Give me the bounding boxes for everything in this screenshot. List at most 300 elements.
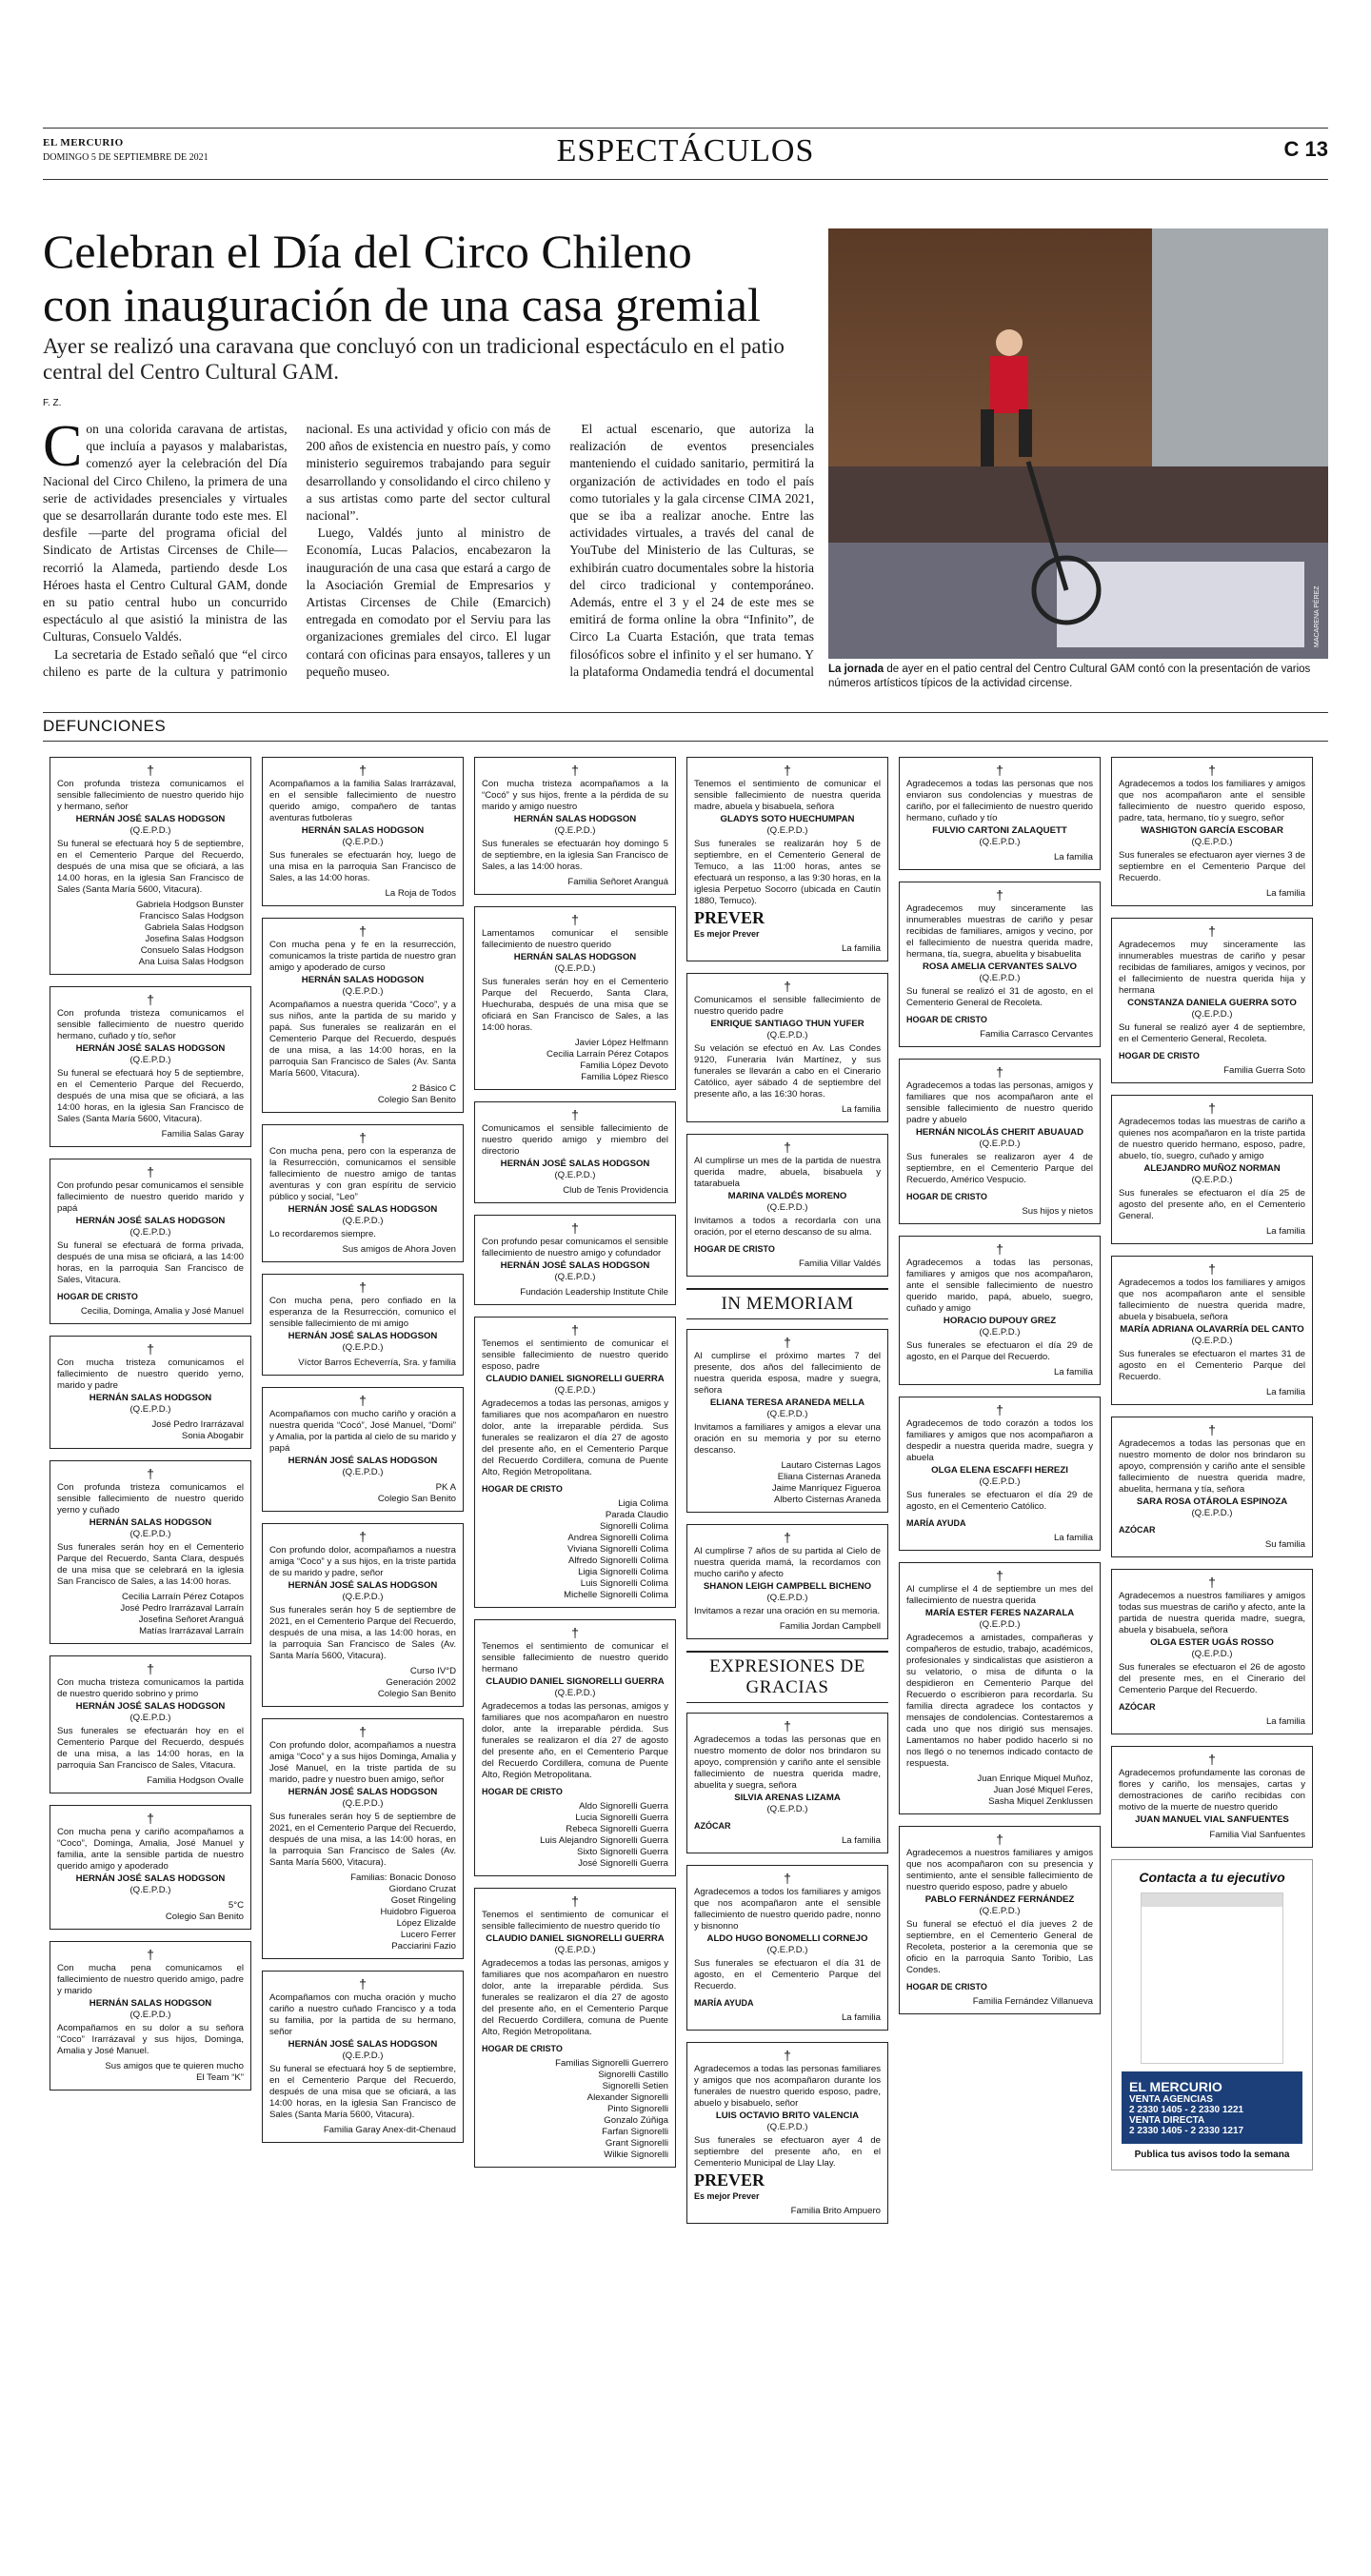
cross-icon: † bbox=[147, 1661, 154, 1676]
notice-intro: Con mucha pena, pero con la esperanza de la Resurrección, comunicamos el sensible fallecimiento de nuestro amigo de tantas aventuras y con gran espíritu de servicio público y social, “Leo” bbox=[269, 1146, 456, 1202]
cross-icon: † bbox=[1208, 1752, 1216, 1767]
notice-signature: La familia bbox=[841, 2012, 881, 2023]
masthead-rule bbox=[43, 179, 1328, 180]
notice-body: Sus funerales se realizarán hoy 5 de septiembre, en el Cementerio General de Temuco, a las 11:00 horas, antes se efectuará un responso, a las 9:30 horas, en la iglesia Perpetuo Socorro (ubicada en Cautín 1880, Temuco). bbox=[694, 839, 881, 906]
deceased-name: SILVIA ARENAS LIZAMA bbox=[734, 1793, 841, 1803]
cross-icon: † bbox=[147, 1947, 154, 1962]
obituaries-rule bbox=[43, 712, 1328, 713]
obituary-notice bbox=[50, 1460, 251, 1644]
sponsor-logo: MARÍA AYUDA bbox=[694, 1998, 754, 2008]
qepd-label: (Q.E.P.D.) bbox=[979, 973, 1021, 983]
notice-body: Sus funerales serán hoy en el Cementerio Parque del Recuerdo, Santa Clara, después de una misa que se celebrará en la iglesia San Francisco de Sales, a las 14:00 horas. bbox=[57, 1542, 244, 1587]
cross-icon: † bbox=[1208, 1261, 1216, 1277]
sponsor-logo-tagline: Es mejor Prever bbox=[694, 929, 760, 939]
headline-line-1: Celebran el Día del Circo Chileno bbox=[43, 225, 692, 278]
obituary-notice bbox=[474, 1317, 676, 1608]
notice-signature: La familia bbox=[841, 1835, 881, 1846]
obituary-notice bbox=[50, 1655, 251, 1793]
notice-intro: Tenemos el sentimiento de comunicar el sensible fallecimiento de nuestra querida madre, abuela y bisabuela, señora bbox=[694, 779, 881, 812]
notice-signature: Familia Brito Ampuero bbox=[790, 2206, 881, 2216]
promo-footer: Publica tus avisos todo la semana bbox=[1134, 2150, 1290, 2160]
qepd-label: (Q.E.P.D.) bbox=[979, 1476, 1021, 1487]
deceased-name: CLAUDIO DANIEL SIGNORELLI GUERRA bbox=[486, 1374, 665, 1384]
deceased-name: HERNÁN JOSÉ SALAS HODGSON bbox=[75, 1043, 226, 1054]
obituary-notice bbox=[50, 1941, 251, 2091]
deceased-name: WASHIGTON GARCÍA ESCOBAR bbox=[1141, 825, 1283, 836]
sponsor-logo-tagline: Es mejor Prever bbox=[694, 2191, 760, 2201]
qepd-label: (Q.E.P.D.) bbox=[554, 1945, 596, 1955]
obituary-column-3 bbox=[474, 757, 676, 2179]
notice-intro: Agradecemos muy sinceramente las innumerables muestras de cariño y pesar recibidas de familiares, amigos y vecinos, por el fallecimiento de nuestra querida hija y hermana bbox=[1119, 940, 1305, 996]
cross-icon: † bbox=[147, 1466, 154, 1481]
notice-body: Acompañamos a nuestra querida “Coco”, y a sus niños, ante la partida de su marido y papá. Sus funerales se realizarán en el Cementerio Parque del Recuerdo, después de una misa, a las 14:00 horas, en la parroquia San Francisco de Sales (Av. Santa María 5600, Vitacura). bbox=[269, 1000, 456, 1079]
notice-intro: Con mucha pena, pero confiado en la esperanza de la Resurrección, comunico el sensible fallecimiento de mi amigo bbox=[269, 1296, 456, 1329]
obituary-notice bbox=[1111, 1095, 1313, 1244]
notice-intro: Agradecemos a todas las personas que en nuestro momento de dolor nos brindaron su apoyo, comprensión y cariño ante el sensible fallecimiento de nuestra querida madre, abuelita, hermana y tía, señora bbox=[1119, 1438, 1305, 1495]
venta-agencias-phone: 2 2330 1405 - 2 2330 1221 bbox=[1129, 2105, 1244, 2115]
cross-icon: † bbox=[571, 912, 579, 927]
newspaper-thumbnail bbox=[1141, 1892, 1283, 2064]
notice-intro: Con mucha tristeza comunicamos el fallecimiento de nuestro querido yerno, marido y padre bbox=[57, 1357, 244, 1391]
cross-icon: † bbox=[359, 1529, 367, 1544]
gracias-title: EXPRESIONES DE GRACIAS bbox=[686, 1651, 888, 1703]
cross-icon: † bbox=[359, 1393, 367, 1408]
notice-signature: Ligia Colima Parada Claudio Signorelli Colima Andrea Signorelli Colima Viviana Signorelli Colima Alfredo Signorelli Colima Ligia Signorelli Colima Luis Signorelli Colima Michelle Signorelli Colima bbox=[564, 1498, 668, 1600]
obituary-notice bbox=[686, 757, 888, 961]
notice-intro: Acompañamos con mucha oración y mucho cariño a nuestro cuñado Francisco y a toda su familia, por la partida de su hermano, señor bbox=[269, 1992, 456, 2037]
notice-signature: Familia Hodgson Ovalle bbox=[147, 1775, 244, 1786]
notice-intro: Al cumplirse 7 años de su partida al Cielo de nuestra querida mamá, la recordamos con mucho cariño y afecto bbox=[694, 1546, 881, 1579]
photo-credit: MACARENA PÉREZ bbox=[1314, 585, 1321, 647]
qepd-label: (Q.E.P.D.) bbox=[129, 1055, 171, 1065]
cross-icon: † bbox=[996, 1568, 1003, 1583]
obituary-notice bbox=[474, 906, 676, 1090]
qepd-label: (Q.E.P.D.) bbox=[342, 1798, 384, 1809]
qepd-label: (Q.E.P.D.) bbox=[766, 1030, 808, 1040]
sponsor-logo: MARÍA AYUDA bbox=[906, 1518, 966, 1528]
cross-icon: † bbox=[359, 763, 367, 778]
cross-icon: † bbox=[996, 1402, 1003, 1417]
qepd-label: (Q.E.P.D.) bbox=[342, 1592, 384, 1602]
cross-icon: † bbox=[147, 1164, 154, 1179]
obituary-notice bbox=[686, 2042, 888, 2224]
notice-body: Sus funerales serán hoy 5 de septiembre de 2021, en el Cementerio Parque del Recuerdo, después de una misa, a las 14:00 horas, en la parroquia San Francisco de Sales (Av. Santa María 5600, Vitacura). bbox=[269, 1812, 456, 1868]
notice-signature: Cecilia, Dominga, Amalia y José Manuel bbox=[80, 1306, 244, 1317]
sponsor-logo: HOGAR DE CRISTO bbox=[906, 1192, 987, 1201]
obituary-notice bbox=[50, 1159, 251, 1324]
deceased-name: FULVIO CARTONI ZALAQUETT bbox=[932, 825, 1067, 836]
venta-agencias-label: VENTA AGENCIAS bbox=[1129, 2094, 1213, 2105]
cross-icon: † bbox=[359, 1976, 367, 1991]
obituary-notice bbox=[474, 1619, 676, 1876]
qepd-label: (Q.E.P.D.) bbox=[342, 837, 384, 847]
deceased-name: LUIS OCTAVIO BRITO VALENCIA bbox=[715, 2110, 860, 2121]
notice-body: Agradecemos a todas las personas, amigos y familiares que nos acompañaron en nuestro dolor, ante la irreparable pérdida. Sus funerales se realizaron el día 27 de agosto del presente año, en el Cementerio Parque del Recuerdo Cordillera, comuna de Puente Alto, Región Metropolitana. bbox=[482, 1701, 668, 1780]
notice-intro: Acompañamos a la familia Salas Irarrázaval, en el sensible fallecimiento de nuestro querido amigo, compañero de tantas aventuras futboleras bbox=[269, 779, 456, 823]
qepd-label: (Q.E.P.D.) bbox=[554, 1688, 596, 1698]
deceased-name: ENRIQUE SANTIAGO THUN YUFER bbox=[710, 1019, 864, 1029]
notice-intro: Comunicamos el sensible fallecimiento de nuestro querido padre bbox=[694, 995, 881, 1017]
cross-icon: † bbox=[359, 1130, 367, 1145]
obituary-notice bbox=[899, 757, 1101, 870]
notice-body: Sus funerales se realizaron ayer 4 de septiembre, en el Cementerio Parque del Recuerdo, Américo Vespucio. bbox=[906, 1152, 1093, 1185]
article-body bbox=[43, 414, 814, 687]
notice-body: Invitamos a rezar una oración en su memoria. bbox=[694, 1606, 881, 1616]
sponsor-logo: HOGAR DE CRISTO bbox=[57, 1292, 138, 1301]
deceased-name: GLADYS SOTO HUECHUMPAN bbox=[720, 814, 855, 824]
obituary-notice bbox=[1111, 1256, 1313, 1405]
deceased-name: HERNÁN SALAS HODGSON bbox=[301, 975, 425, 985]
article-paragraph: El actual escenario, que autoriza la realización de eventos presenciales manteniendo el cuidado sanitario, permitirá la organización de actividades en todo el país como tutoriales y la gala circense CIMA 2021, que se iba a realizar anoche. Entre las actividades virtuales, a través del canal de YouTube del Ministerio de las Culturas, se exhibirán cuatro documentales sobre la historia del circo tradicional y contemporáneo. Además, entre el 3 y el 24 de este mes se emitirá de forma online la obra “Infinito”, de Circo La Cuarta Estación, que trata temas filosóficos sobre el infinito y el ser humano. Y la plataforma Ondamedia tendrá el documental bbox=[569, 422, 814, 679]
deceased-name: ALDO HUGO BONOMELLI CORNEJO bbox=[706, 1933, 868, 1944]
qepd-label: (Q.E.P.D.) bbox=[1191, 837, 1233, 847]
cross-icon: † bbox=[1208, 1575, 1216, 1590]
obituaries-title: DEFUNCIONES bbox=[43, 717, 167, 735]
notice-body: Su funeral se efectuará hoy 5 de septiembre, en el Cementerio Parque del Recuerdo, después de una misa que se oficiará, a las 14:00 horas, en la iglesia San Francisco de Sales (Santa María 5600, Vitacura). bbox=[269, 2064, 456, 2120]
notice-body: Su funeral se realizó el 31 de agosto, en el Cementerio General de Recoleta. bbox=[906, 986, 1093, 1008]
cross-icon: † bbox=[359, 1279, 367, 1295]
notice-body: Su funeral se efectuará hoy 5 de septiembre, en el Cementerio Parque del Recuerdo, después de una misa que se oficiará, a las 14.00 horas, en la iglesia San Francisco de Sales (Santa María 5600, Vitacura). bbox=[57, 839, 244, 895]
obituary-column-4 bbox=[686, 757, 888, 2235]
obituary-column-6 bbox=[1111, 757, 1313, 2170]
notice-intro: Agradecemos a todas las personas, amigos y familiares que nos acompañaron ante el sensible fallecimiento de nuestro querido padre y abuelo bbox=[906, 1080, 1093, 1125]
notice-signature: La familia bbox=[1053, 1533, 1093, 1543]
notice-intro: Lamentamos comunicar el sensible fallecimiento de nuestro querido bbox=[482, 928, 668, 950]
qepd-label: (Q.E.P.D.) bbox=[979, 1139, 1021, 1149]
cross-icon: † bbox=[784, 2048, 791, 2063]
notice-intro: Con profundo pesar comunicamos el sensible fallecimiento de nuestro amigo y cofundador bbox=[482, 1237, 668, 1258]
notice-intro: Agradecemos a todos los familiares y amigos que nos acompañaron ante el sensible fallecimiento de nuestro querido padre, nonno y bisnonno bbox=[694, 1887, 881, 1932]
obituary-notice bbox=[474, 757, 676, 895]
notice-body: Su funeral se efectuó el día jueves 2 de septiembre, en el Cementerio General de Recoleta, posterior a la ceremonia que se oficio en la parroquia Santo Toribio, Las Condes. bbox=[906, 1919, 1093, 1975]
venta-directa-phone: 2 2330 1405 - 2 2330 1217 bbox=[1129, 2126, 1244, 2136]
cross-icon: † bbox=[1208, 1100, 1216, 1116]
notice-intro: Tenemos el sentimiento de comunicar el sensible fallecimiento de nuestro querido tío bbox=[482, 1910, 668, 1932]
cross-icon: † bbox=[784, 1718, 791, 1734]
cross-icon: † bbox=[996, 1832, 1003, 1847]
notice-signature: Sus amigos que te quieren mucho El Team “K” bbox=[105, 2061, 244, 2083]
obituary-notice bbox=[686, 973, 888, 1122]
notice-intro: Agradecemos todas las muestras de cariño a quienes nos acompañaron en la triste partida de nuestro querido hermano, esposo, padre, abuelo, tío, suegro, cuñado y amigo bbox=[1119, 1117, 1305, 1161]
deceased-name: MARINA VALDÉS MORENO bbox=[727, 1191, 847, 1201]
qepd-label: (Q.E.P.D.) bbox=[766, 1409, 808, 1419]
notice-body: Sus funerales serán hoy en el Cementerio Parque del Recuerdo, Santa Clara, Huechuraba, después de una misa que se oficiará en San Francisco de Sales, a las 14:00 horas. bbox=[482, 977, 668, 1033]
notice-signature: Gabriela Hodgson Bunster Francisco Salas Hodgson Gabriela Salas Hodgson Josefina Salas Hodgson Consuelo Salas Hodgson Ana Luisa Salas Hodgson bbox=[135, 900, 244, 967]
deceased-name: HERNÁN SALAS HODGSON bbox=[513, 952, 637, 962]
qepd-label: (Q.E.P.D.) bbox=[979, 837, 1021, 847]
headline bbox=[43, 225, 814, 331]
notice-intro: Con mucha pena comunicamos el fallecimiento de nuestro querido amigo, padre y marido bbox=[57, 1963, 244, 1996]
obituaries-title-rule bbox=[43, 741, 1328, 742]
headline-line-2: con inauguración de una casa gremial bbox=[43, 278, 761, 331]
obituary-notice bbox=[686, 1865, 888, 2031]
deceased-name: HERNÁN SALAS HODGSON bbox=[89, 1393, 212, 1403]
qepd-label: (Q.E.P.D.) bbox=[554, 1170, 596, 1180]
sponsor-logo: HOGAR DE CRISTO bbox=[482, 2044, 563, 2053]
obituary-notice bbox=[686, 1713, 888, 1853]
deceased-name: HERNÁN JOSÉ SALAS HODGSON bbox=[75, 1701, 226, 1712]
obituary-notice bbox=[899, 1397, 1101, 1551]
notice-body: Sus funerales se efectuaron el día 29 de agosto, en el Cementerio Católico. bbox=[906, 1490, 1093, 1512]
notice-intro: Con profundo dolor, acompañamos a nuestra amiga “Coco” y a sus hijos, en la triste partida de su marido y padre, señor bbox=[269, 1545, 456, 1578]
notice-intro: Agradecemos a nuestros familiares y amigos todas sus muestras de cariño y afecto, ante la partida de nuestra querida madre, suegra, abuela y bisabuela, señora bbox=[1119, 1591, 1305, 1635]
notice-body: Su funeral se realizó ayer 4 de septiembre, en el Cementerio General, Recoleta. bbox=[1119, 1022, 1305, 1044]
obituary-notice bbox=[50, 986, 251, 1147]
notice-body: Acompañamos en su dolor a su señora “Coco” Irarrázaval y sus hijos, Dominga, Amalia y José Manuel. bbox=[57, 2023, 244, 2056]
cross-icon: † bbox=[359, 923, 367, 939]
cross-icon: † bbox=[784, 1139, 791, 1155]
notice-signature: La familia bbox=[1265, 888, 1305, 899]
qepd-label: (Q.E.P.D.) bbox=[1191, 1508, 1233, 1518]
obituary-notice bbox=[262, 1387, 464, 1512]
article-paragraph: La secretaria de Estado señaló que “el circo chileno es parte de la cultura y patrimonio nacional. Es una actividad y oficio con más de 200 años de existencia en nuestro país, y como ministerio seguiremos trabajando para seguir desarrollando y consolidando el circo chileno y a sus artistas como parte del sector cultural nacional”. bbox=[43, 422, 551, 679]
cross-icon: † bbox=[147, 1811, 154, 1826]
cross-icon: † bbox=[1208, 763, 1216, 778]
notice-body: Agradecemos a todas las personas, amigos y familiares que nos acompañaron en nuestro dolor, ante la irreparable pérdida. Sus funerales se realizaron el día 27 de agosto del presente año, en el Cementerio Parque del Recuerdo Cordillera, comuna de Puente Alto, Región Metropolitana. bbox=[482, 1958, 668, 2037]
obituary-notice bbox=[262, 1718, 464, 1959]
obituary-notice bbox=[50, 1805, 251, 1930]
obituary-notice bbox=[262, 1971, 464, 2143]
notice-body: Sus funerales se efectuaron el día 31 de agosto, en el Cementerio Parque del Recuerdo. bbox=[694, 1958, 881, 1991]
notice-signature: Familia Guerra Soto bbox=[1223, 1065, 1305, 1076]
deceased-name: ROSA AMELIA CERVANTES SALVO bbox=[922, 961, 1078, 972]
obituary-notice bbox=[1111, 1417, 1313, 1557]
notice-signature: Su familia bbox=[1264, 1539, 1305, 1550]
cross-icon: † bbox=[784, 1530, 791, 1545]
notice-body: Su funeral se efectuará de forma privada, después de una misa se oficiará, a las 14:00 horas, en la parroquia San Francisco de Sales, Vitacura. bbox=[57, 1240, 244, 1285]
obituary-notice bbox=[686, 1524, 888, 1639]
cross-icon: † bbox=[147, 763, 154, 778]
notice-signature: La familia bbox=[841, 1104, 881, 1115]
byline: F. Z. bbox=[43, 398, 62, 408]
qepd-label: (Q.E.P.D.) bbox=[129, 1529, 171, 1539]
obituary-notice bbox=[474, 1888, 676, 2168]
notice-signature: Cecilia Larraín Pérez Cotapos José Pedro Irarrázaval Larraín Josefina Señoret Aranguá Matías Irarrázaval Larraín bbox=[120, 1592, 244, 1636]
notice-body: Agradecemos a todas las personas, amigos y familiares que nos acompañaron en nuestro dolor, ante la irreparable pérdida. Sus funerales se realizaron el día 27 de agosto del presente año, en el Cementerio Parque del Recuerdo Cordillera, comuna de Puente Alto, Región Metropolitana. bbox=[482, 1398, 668, 1477]
qepd-label: (Q.E.P.D.) bbox=[979, 1327, 1021, 1338]
deceased-name: HORACIO DUPOUY GREZ bbox=[943, 1316, 1057, 1326]
qepd-label: (Q.E.P.D.) bbox=[129, 825, 171, 836]
venta-directa-label: VENTA DIRECTA bbox=[1129, 2115, 1205, 2126]
qepd-label: (Q.E.P.D.) bbox=[129, 1713, 171, 1723]
sponsor-logo: HOGAR DE CRISTO bbox=[482, 1787, 563, 1796]
qepd-label: (Q.E.P.D.) bbox=[554, 1272, 596, 1282]
drop-cap: C bbox=[43, 414, 83, 479]
notice-intro: Acompañamos con mucho cariño y oración a nuestra querida “Cocó”, José Manuel, “Domi” y Amalia, por la partida al cielo de su marido y papá bbox=[269, 1409, 456, 1454]
deceased-name: HERNÁN JOSÉ SALAS HODGSON bbox=[75, 1216, 226, 1226]
deceased-name: HERNÁN JOSÉ SALAS HODGSON bbox=[500, 1159, 650, 1169]
notice-signature: La familia bbox=[1053, 1367, 1093, 1377]
notice-body: Sus funerales se efectuaron ayer 4 de septiembre del presente año, en el Cementerio Municipal de Llay Llay. bbox=[694, 2135, 881, 2169]
photo-caption bbox=[828, 663, 1328, 691]
notice-signature: La familia bbox=[1265, 1387, 1305, 1397]
deceased-name: SHANON LEIGH CAMPBELL BICHENO bbox=[703, 1581, 872, 1592]
masthead bbox=[43, 133, 1328, 179]
notice-body: Su funeral se efectuará hoy 5 de septiembre, en el Cementerio Parque del Recuerdo, después de una misa que se oficiará, a las 14:00 horas, en la iglesia San Francisco de Sales (Santa María 5600, Vitacura). bbox=[57, 1068, 244, 1124]
qepd-label: (Q.E.P.D.) bbox=[1191, 1175, 1233, 1185]
notice-signature: Familia Jordan Campbell bbox=[779, 1621, 881, 1632]
deceased-name: HERNÁN JOSÉ SALAS HODGSON bbox=[288, 1331, 438, 1341]
sponsor-logo: AZÓCAR bbox=[1119, 1525, 1156, 1535]
obituary-notice bbox=[262, 1124, 464, 1262]
qepd-label: (Q.E.P.D.) bbox=[129, 1885, 171, 1895]
cross-icon: † bbox=[996, 887, 1003, 902]
obituary-notice bbox=[262, 757, 464, 906]
qepd-label: (Q.E.P.D.) bbox=[554, 825, 596, 836]
notice-intro: Con profunda tristeza comunicamos el sensible fallecimiento de nuestro querido hijo y hermano, señor bbox=[57, 779, 244, 812]
obituary-notice bbox=[1111, 1746, 1313, 1848]
notice-signature: 2 Básico C Colegio San Benito bbox=[377, 1083, 456, 1105]
sponsor-logo: PREVER bbox=[694, 908, 765, 927]
notice-signature: Familia Garay Anex-dit-Chenaud bbox=[323, 2125, 456, 2135]
obituary-notice bbox=[686, 1134, 888, 1277]
sponsor-logo: HOGAR DE CRISTO bbox=[1119, 1051, 1200, 1060]
ad-promo bbox=[1111, 1859, 1313, 2170]
subhead: Ayer se realizó una caravana que concluyó con un tradicional espectáculo en el patio central del Centro Cultural GAM. bbox=[43, 334, 785, 384]
qepd-label: (Q.E.P.D.) bbox=[766, 1945, 808, 1955]
cross-icon: † bbox=[1208, 1422, 1216, 1437]
notice-signature: José Pedro Irarrázaval Sonia Abogabir bbox=[151, 1419, 244, 1441]
notice-signature: Club de Tenis Providencia bbox=[563, 1185, 668, 1196]
circus-photo-illustration bbox=[828, 228, 1328, 659]
qepd-label: (Q.E.P.D.) bbox=[342, 2051, 384, 2061]
notice-signature: La familia bbox=[1265, 1716, 1305, 1727]
article-paragraph: Con una colorida caravana de artistas, que incluía a payasos y malabaristas, comenzó ayer la celebración del Día Nacional del Circo Chileno, la primera de una serie de actividades presenciales y virtuales que se desarrollarán durante todo este mes. El desfile —parte del programa oficial del Sindicato de Artistas Circenses de Chile— recorrió la Alameda, partiendo desde Los Héroes hasta el Centro Cultural GAM, donde en su patio central hubo un concurrido espectáculo al que asistió la ministra de las Culturas, Consuelo Valdés. bbox=[43, 414, 288, 644]
qepd-label: (Q.E.P.D.) bbox=[342, 986, 384, 997]
notice-body: Sus funerales se efectuaron ayer viernes 3 de septiembre en el Cementerio Parque del Recuerdo. bbox=[1119, 850, 1305, 883]
notice-intro: Tenemos el sentimiento de comunicar el sensible fallecimiento de nuestro querido esposo, padre bbox=[482, 1338, 668, 1372]
notice-signature: Curso IV°D Generación 2002 Colegio San Benito bbox=[377, 1666, 456, 1699]
obituary-notice bbox=[1111, 757, 1313, 906]
notice-body: Invitamos a todos a recordarla con una oración, por el eterno descanso de su alma. bbox=[694, 1216, 881, 1238]
notice-body: Sus funerales se efectuaron el martes 31 de agosto en el Cementerio Parque del Recuerdo. bbox=[1119, 1349, 1305, 1382]
notice-intro: Agradecemos a todos los familiares y amigos que nos acompañaron ante el sensible fallecimiento de nuestro querido esposo, padre, tata, hermano, tío y suegro, señor bbox=[1119, 779, 1305, 823]
deceased-name: OLGA ELENA ESCAFFI HEREZI bbox=[931, 1465, 1068, 1476]
obituary-notice bbox=[899, 1059, 1101, 1224]
notice-signature: Familias Signorelli Guerrero Signorelli Castillo Signorelli Setien Alexander Signorelli Pinto Signorelli Gonzalo Zúñiga Farfan Signorelli Grant Signorelli Wilkie Signorelli bbox=[555, 2058, 668, 2160]
notice-body: Sus funerales serán hoy 5 de septiembre de 2021, en el Cementerio Parque del Recuerdo, después de una misa, a las 14:00 horas, en la parroquia San Francisco de Sales (Av. Santa María 5600, Vitacura). bbox=[269, 1605, 456, 1661]
cross-icon: † bbox=[784, 979, 791, 994]
notice-signature: PK A Colegio San Benito bbox=[377, 1482, 456, 1504]
cross-icon: † bbox=[571, 1220, 579, 1236]
obituary-notice bbox=[262, 1274, 464, 1376]
deceased-name: ELIANA TERESA ARANEDA MELLA bbox=[709, 1397, 865, 1408]
notice-signature: La familia bbox=[841, 943, 881, 954]
qepd-label: (Q.E.P.D.) bbox=[1191, 1336, 1233, 1346]
qepd-label: (Q.E.P.D.) bbox=[979, 1619, 1021, 1630]
paper-name: EL MERCURIO bbox=[43, 137, 124, 149]
obituary-column-5 bbox=[899, 757, 1101, 2026]
notice-intro: Agradecemos muy sinceramente las innumerables muestras de cariño y pesar recibidas de familiares, amigos y vecino, por el fallecimiento de nuestra querida madre, hermana, tía, suegra, abuelita y bisabuelita bbox=[906, 903, 1093, 960]
qepd-label: (Q.E.P.D.) bbox=[766, 1593, 808, 1603]
cross-icon: † bbox=[784, 1335, 791, 1350]
page-number: C 13 bbox=[1283, 137, 1328, 161]
qepd-label: (Q.E.P.D.) bbox=[979, 1906, 1021, 1916]
notice-signature: Familias: Bonacic Donoso Giordano Cruzat Goset Ringeling Huidobro Figueroa López Elizalde Lucero Ferrer Pacciarini Fazio bbox=[350, 1873, 456, 1952]
obituary-notice bbox=[899, 1562, 1101, 1814]
notice-body: Invitamos a familiares y amigos a elevar una oración en su memoria y por su eterno descanso. bbox=[694, 1422, 881, 1456]
cross-icon: † bbox=[147, 1341, 154, 1357]
notice-signature: La Roja de Todos bbox=[385, 888, 456, 899]
deceased-name: HERNÁN SALAS HODGSON bbox=[513, 814, 637, 824]
obituary-notice bbox=[262, 918, 464, 1113]
section-title: ESPECTÁCULOS bbox=[556, 133, 815, 168]
obituary-notice bbox=[899, 1236, 1101, 1385]
promo-contact-box bbox=[1122, 2071, 1302, 2144]
notice-signature: Sus hijos y nietos bbox=[1022, 1206, 1093, 1217]
notice-intro: Agradecemos a todos los familiares y amigos que nos acompañaron ante el sensible fallecimiento de nuestra querida madre, abuela y bisabuela, señora bbox=[1119, 1278, 1305, 1322]
notice-intro: Con mucha tristeza comunicamos la partida de nuestro querido sobrino y primo bbox=[57, 1677, 244, 1699]
notice-intro: Agradecemos profundamente las coronas de flores y cariño, los mensajes, cartas y demostraciones de cariño recibidas con motivo de la muerte de nuestro querido bbox=[1119, 1768, 1305, 1813]
notice-signature: Lautaro Cisternas Lagos Eliana Cisternas Araneda Jaime Manríquez Figueroa Alberto Cisternas Araneda bbox=[771, 1460, 881, 1505]
promo-title: Contacta a tu ejecutivo bbox=[1139, 1870, 1285, 1885]
deceased-name: HERNÁN JOSÉ SALAS HODGSON bbox=[500, 1260, 650, 1271]
cross-icon: † bbox=[147, 992, 154, 1007]
cross-icon: † bbox=[996, 1064, 1003, 1080]
obituary-notice bbox=[686, 1329, 888, 1513]
deceased-name: HERNÁN JOSÉ SALAS HODGSON bbox=[288, 1456, 438, 1466]
notice-intro: Con profunda tristeza comunicamos el sensible fallecimiento de nuestro querido hermano, cuñado y tío, señor bbox=[57, 1008, 244, 1041]
sponsor-logo: AZÓCAR bbox=[1119, 1702, 1156, 1712]
cross-icon: † bbox=[784, 763, 791, 778]
deceased-name: HERNÁN SALAS HODGSON bbox=[89, 1998, 212, 2009]
deceased-name: HERNÁN JOSÉ SALAS HODGSON bbox=[75, 814, 226, 824]
qepd-label: (Q.E.P.D.) bbox=[129, 1404, 171, 1415]
cross-icon: † bbox=[784, 1871, 791, 1886]
qepd-label: (Q.E.P.D.) bbox=[129, 1227, 171, 1238]
deceased-name: MARÍA ADRIANA OLAVARRÍA DEL CANTO bbox=[1120, 1324, 1304, 1335]
notice-intro: Con profundo pesar comunicamos el sensible fallecimiento de nuestro querido marido y papá bbox=[57, 1180, 244, 1214]
qepd-label: (Q.E.P.D.) bbox=[1191, 1009, 1233, 1020]
cross-icon: † bbox=[359, 1724, 367, 1739]
sponsor-logo: HOGAR DE CRISTO bbox=[694, 1244, 775, 1254]
notice-intro: Comunicamos el sensible fallecimiento de nuestro querido amigo y miembro del directorio bbox=[482, 1123, 668, 1157]
cross-icon: † bbox=[996, 763, 1003, 778]
notice-body: Sus funerales se efectuarán hoy domingo 5 de septiembre, en la iglesia San Francisco de Sales, a las 14:00 horas. bbox=[482, 839, 668, 872]
deceased-name: JUAN MANUEL VIAL SANFUENTES bbox=[1135, 1814, 1289, 1825]
deceased-name: MARÍA ESTER FERES NAZARALA bbox=[924, 1608, 1075, 1618]
obituary-column-1 bbox=[50, 757, 251, 2102]
qepd-label: (Q.E.P.D.) bbox=[129, 2010, 171, 2020]
sponsor-logo: HOGAR DE CRISTO bbox=[482, 1484, 563, 1494]
qepd-label: (Q.E.P.D.) bbox=[342, 1342, 384, 1353]
obituary-notice bbox=[899, 882, 1101, 1047]
qepd-label: (Q.E.P.D.) bbox=[342, 1216, 384, 1226]
notice-signature: Juan Enrique Miquel Muñoz, Juan José Miquel Feres, Sasha Miquel Zenklussen bbox=[977, 1773, 1093, 1807]
deceased-name: ALEJANDRO MUÑOZ NORMAN bbox=[1143, 1163, 1281, 1174]
sponsor-logo: HOGAR DE CRISTO bbox=[906, 1982, 987, 1991]
cross-icon: † bbox=[571, 1893, 579, 1909]
sponsor-logo: AZÓCAR bbox=[694, 1821, 731, 1831]
notice-signature: Sus amigos de Ahora Joven bbox=[342, 1244, 456, 1255]
obituary-notice bbox=[50, 757, 251, 975]
notice-body: Agradecemos a amistades, compañeras y compañeros de estudio, trabajo, académicos, profesionales y sindicalistas que asistieron a su velatorio, o misa de difunta o la despidieron en Cementerio Parque del Recuerdo o escribieron para recordarla. Su familia directa agradece los contactos y mensajes de condolencias. Contestaremos a cada uno que nos dirigió sus mensajes. Lamentamos no haber podido hacerlo si no nos llegó o no tenemos indicado contacto de respuesta. bbox=[906, 1633, 1093, 1769]
notice-body: Sus funerales se efectuaron el día 29 de agosto, en el Parque del Recuerdo. bbox=[906, 1340, 1093, 1362]
deceased-name: HERNÁN SALAS HODGSON bbox=[301, 825, 425, 836]
notice-body: Lo recordaremos siempre. bbox=[269, 1229, 376, 1239]
in-memoriam-title: IN MEMORIAM bbox=[686, 1288, 888, 1319]
notice-signature: Víctor Barros Echeverría, Sra. y familia bbox=[298, 1357, 456, 1368]
notice-signature: Fundación Leadership Institute Chile bbox=[520, 1287, 668, 1298]
notice-body: Sus funerales se efectuarán hoy, luego de una misa en la parroquia San Francisco de Sales, a las 14:00 horas. bbox=[269, 850, 456, 883]
notice-intro: Con mucha pena y cariño acompañamos a “Coco”, Dominga, Amalia, José Manuel y familia, ante la sensible partida de nuestro querido amigo y apoderado bbox=[57, 1827, 244, 1872]
cross-icon: † bbox=[1208, 923, 1216, 939]
deceased-name: HERNÁN JOSÉ SALAS HODGSON bbox=[288, 1580, 438, 1591]
qepd-label: (Q.E.P.D.) bbox=[342, 1467, 384, 1477]
notice-signature: Familia Salas Garay bbox=[161, 1129, 244, 1139]
obituary-notice bbox=[1111, 918, 1313, 1083]
notice-intro: Tenemos el sentimiento de comunicar el sensible fallecimiento de nuestro querido hermano bbox=[482, 1641, 668, 1674]
